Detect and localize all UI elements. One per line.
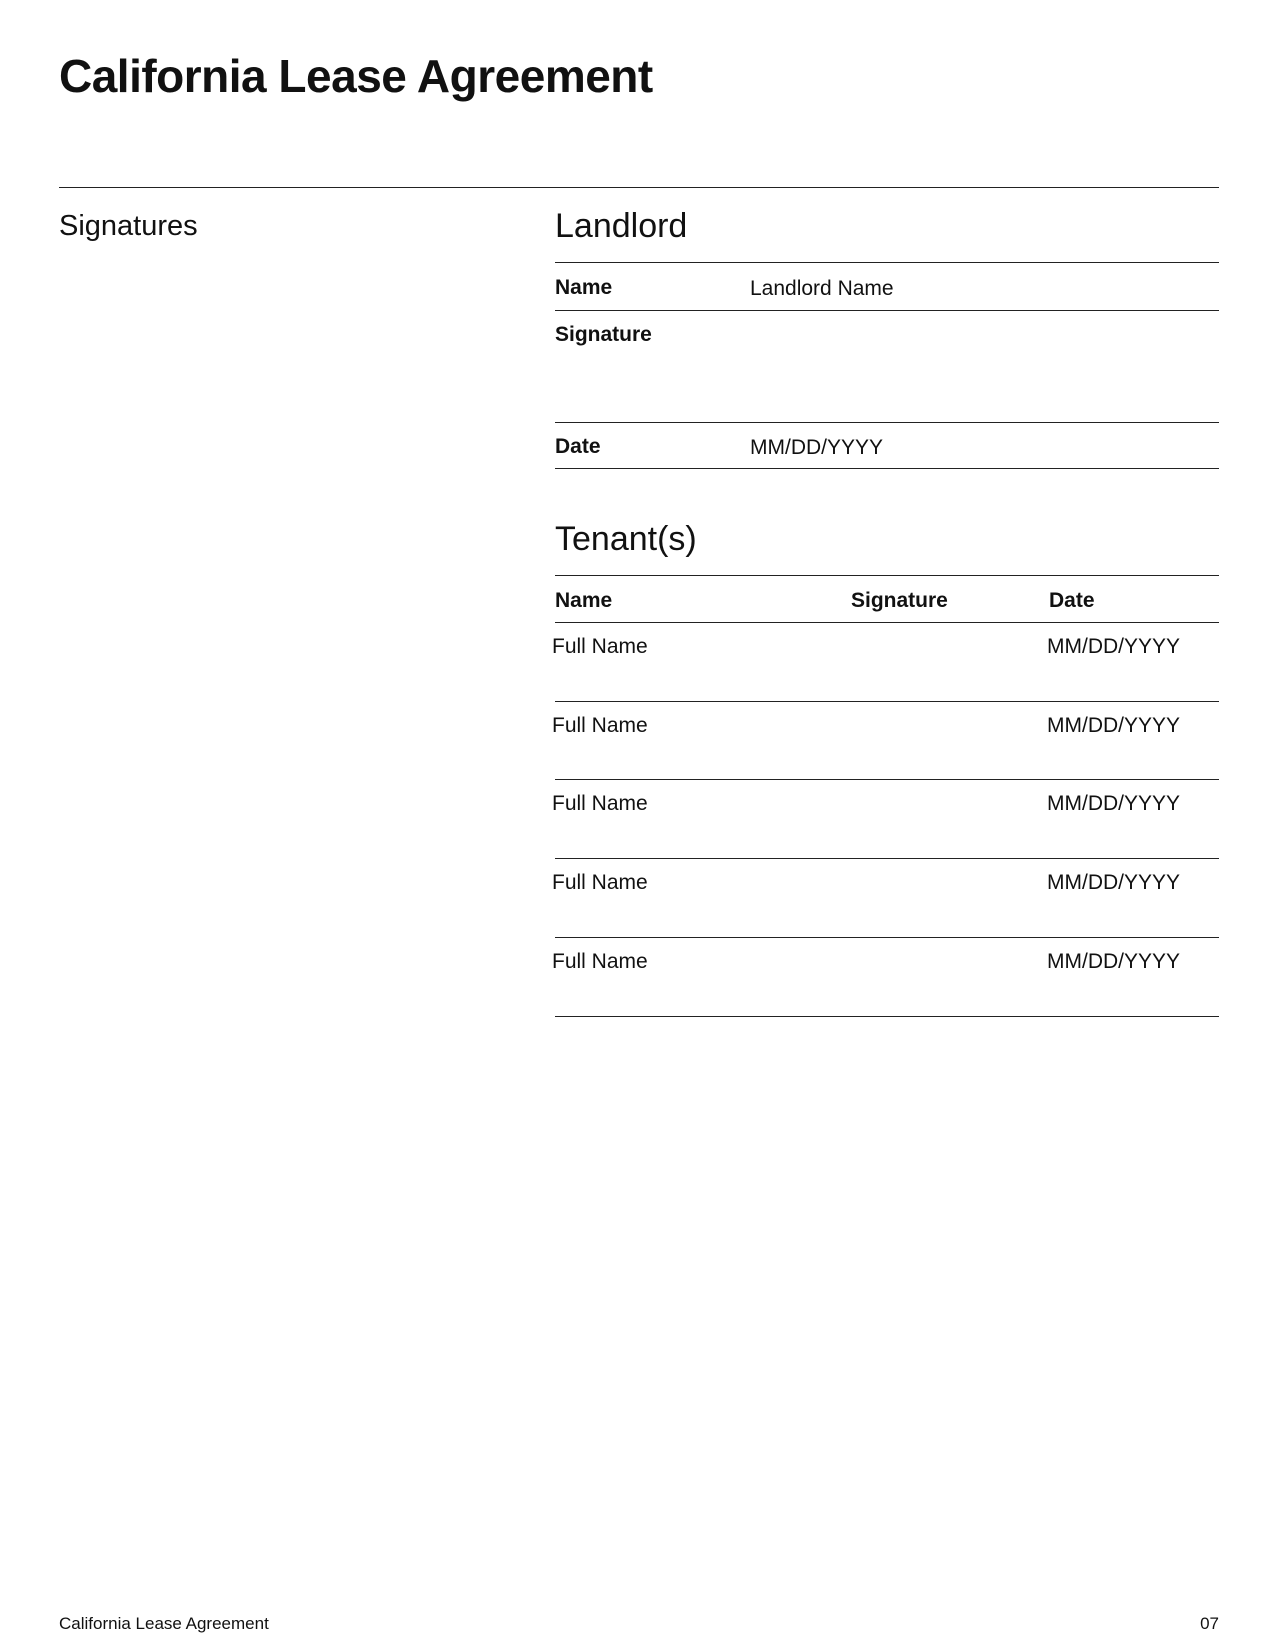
landlord-name-label: Name <box>555 276 613 299</box>
header-divider <box>59 187 1219 188</box>
tenant-5-signature-field[interactable] <box>850 945 1040 1015</box>
tenant-2-divider <box>555 779 1219 780</box>
tenant-3-name-field[interactable]: Full Name <box>552 792 648 815</box>
section-label-signatures: Signatures <box>59 210 198 242</box>
tenant-3-signature-field[interactable] <box>850 787 1040 857</box>
tenants-header-divider <box>555 622 1219 623</box>
tenant-1-signature-field[interactable] <box>850 630 1040 700</box>
tenant-3-divider <box>555 858 1219 859</box>
tenant-3-date-field[interactable]: MM/DD/YYYY <box>1047 792 1181 815</box>
footer-page-number: 07 <box>1200 1614 1219 1633</box>
tenant-1-name-field[interactable]: Full Name <box>552 635 648 658</box>
landlord-name-divider <box>555 310 1219 311</box>
tenants-col-date: Date <box>1049 589 1095 612</box>
tenant-4-date-field[interactable]: MM/DD/YYYY <box>1047 871 1181 894</box>
footer-document-title: California Lease Agreement <box>59 1614 269 1633</box>
tenant-2-date-field[interactable]: MM/DD/YYYY <box>1047 714 1181 737</box>
tenant-5-date-field[interactable]: MM/DD/YYYY <box>1047 950 1181 973</box>
landlord-date-divider <box>555 468 1219 469</box>
document-title: California Lease Agreement <box>59 50 653 102</box>
tenant-1-date-field[interactable]: MM/DD/YYYY <box>1047 635 1181 658</box>
landlord-name-field[interactable]: Landlord Name <box>750 277 894 300</box>
tenant-4-name-field[interactable]: Full Name <box>552 871 648 894</box>
landlord-date-label: Date <box>555 435 601 458</box>
landlord-divider-top <box>555 262 1219 263</box>
tenant-4-divider <box>555 937 1219 938</box>
landlord-signature-field[interactable] <box>750 318 1219 422</box>
tenant-4-signature-field[interactable] <box>850 866 1040 936</box>
tenants-heading: Tenant(s) <box>555 520 697 558</box>
landlord-signature-label: Signature <box>555 323 652 346</box>
tenants-col-name: Name <box>555 589 613 612</box>
tenants-col-signature: Signature <box>851 589 948 612</box>
tenant-5-name-field[interactable]: Full Name <box>552 950 648 973</box>
landlord-heading: Landlord <box>555 207 688 245</box>
tenants-divider-top <box>555 575 1219 576</box>
tenant-2-signature-field[interactable] <box>850 709 1040 779</box>
tenant-2-name-field[interactable]: Full Name <box>552 714 648 737</box>
tenant-1-divider <box>555 701 1219 702</box>
landlord-signature-divider <box>555 422 1219 423</box>
landlord-date-field[interactable]: MM/DD/YYYY <box>750 436 884 459</box>
tenant-5-divider <box>555 1016 1219 1017</box>
